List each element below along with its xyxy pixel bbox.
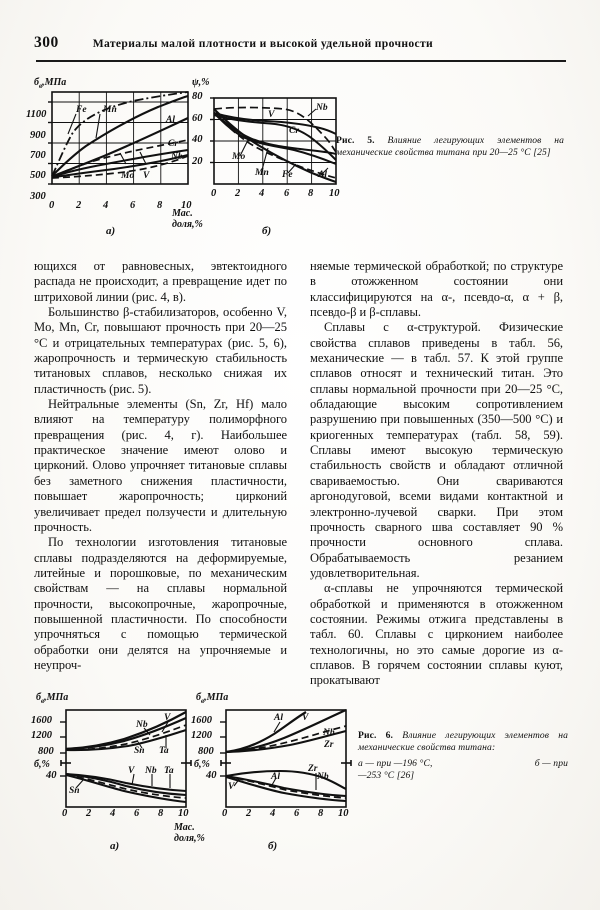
fig6a-y-axis-title-delta: б,% [34,759,50,770]
fig5b-xtick-4: 4 [259,188,265,199]
fig6b-xtick-2: 2 [246,808,252,819]
paragraph: Большинство β-стабилизаторов, особенно V, Mo, Mn, Cr, повышают прочность при 20—25 °С и отрицательных температурах (рис. 5, 6), жаропрочность и термическую стабильность титановых сплавов, несколько снижая их пластичность (рис. 5). [34,305,287,396]
fig6a-xtick-0: 0 [62,808,68,819]
fig5a-ytick-500: 500 [30,170,46,181]
fig6a-curve-label-Nb: Nb [136,720,148,730]
fig5b-y-axis-title: ψ,% [192,77,210,88]
fig5a-curve-label-Mn: Mn [103,105,117,115]
figure-6-caption-line-b: б — при [534,757,568,769]
fig5a-curve-label-Fe: Fe [76,105,87,115]
page-number: 300 [34,34,59,51]
fig6b-xtick-0: 0 [222,808,228,819]
figure-6-caption-line-c: —253 °С [26] [358,769,415,781]
fig5b-ytick-60: 60 [192,113,203,124]
paragraph: α-сплавы не упрочняются термической обработкой и применяются в отожженном состоянии. Режимы отжига представлены в табл. 60. Сплавы с цирконием наиболее технологичны, но это самые дорогие из α-сплавов. В горячем состоянии сплавы куют, прокатывают [310,581,563,688]
fig5a-ytick-700: 700 [30,150,46,161]
fig5a-ytick-900: 900 [30,130,46,141]
fig6-panel-b-letter: б) [268,840,278,852]
fig5a-ytick-300: 300 [30,191,46,202]
fig6a-curve-label-Nb-delta: Nb [145,766,157,776]
fig6a-xtick-8: 8 [158,808,164,819]
fig6a-curve-label-Sn: Sn [134,746,145,756]
fig6b-curve-label-Al: Al [274,713,283,723]
fig5b-xtick-0: 0 [211,188,217,199]
running-title: Материалы малой плотности и высокой удельной прочности [92,37,434,50]
figure-5-caption-number: Рис. 5. [336,135,375,146]
fig5b-xtick-8: 8 [308,188,314,199]
fig5a-xtick-8: 8 [157,200,163,211]
fig6b-curve-label-Zr: Zr [324,740,334,750]
fig5b-curve-label-Al: Al [318,170,327,180]
fig6a-y-axis-title-sigma: $б_в,МПа$ [36,692,69,705]
fig6a-ytick-1200: 1200 [31,730,52,741]
paragraph: ющихся от равновесных, эвтектоидного распада не происходит, а превращение идет по штриховой линии (рис. 4, в). [34,259,287,304]
fig5b-xtick-6: 6 [284,188,290,199]
fig5a-curve-label-Nb: Nb [171,152,183,162]
fig5b-curve-label-Mo: Mo [232,152,246,162]
fig6b-curve-label-V-delta: V [228,782,235,792]
fig6b-ytick-1200: 1200 [191,730,212,741]
fig6b-curve-label-Zr-delta: Zr [308,764,318,774]
fig6b-y-axis-title-delta: б,% [194,759,210,770]
figure-6-caption [358,730,568,782]
paragraph: По технологии изготовления титановые сплавы подразделяются на деформируемые, литейные и порошковые, по механическим свойствам — на сплавы нормальной прочности, высокопрочные, жаропрочные, повышенной пластичности. По способности упрочняться с помощью термической обработки они делятся на упрочняемые и неупроч- [34,535,287,672]
fig6b-curve-label-Nb-delta: Nb [317,772,329,782]
fig5a-xtick-10: 10 [181,200,192,211]
fig6b-curve-label-V: V [302,713,309,723]
fig5b-curve-label-V: V [268,110,275,120]
paragraph: Сплавы с α-структурой. Физические свойства сплавов приведены в табл. 56, механические — в табл. 57. К этой группе сплавов относят и технический титан. Это сплавы нормальной прочности при 20—25 °С, обладающие высоким сопротивлением разрушению при повышенных (350—500 °С) и криогенных температурах (табл. 58, 59). Сплавы имеют высокую термическую стабильность свойств и обладают отличной свариваемостью. Они свариваются аргонодуговой, всеми видами контактной и электронно-лучевой сварки. При этом прочность сварного шва составляет 90 % прочности основного сплава. Обрабатываемость резанием удовлетворительная. [310,320,563,580]
fig5a-xtick-0: 0 [49,200,55,211]
fig6b-ytick-800: 800 [198,746,214,757]
fig5a-curve-label-Mo: Mo [121,171,135,181]
fig6b-curve-label-Al-delta: Al [271,772,280,782]
fig5a-ytick-1100: 1100 [26,109,47,120]
fig6b-xtick-6: 6 [294,808,300,819]
fig5b-xtick-2: 2 [235,188,241,199]
fig6a-curve-label-V-delta: V [128,766,135,776]
fig6a-ytick-40: 40 [46,770,57,781]
fig6b-ytick-1600: 1600 [191,715,212,726]
fig5b-ytick-80: 80 [192,91,203,102]
fig5a-xtick-4: 4 [103,200,109,211]
fig6a-curve-label-Sn-delta: Sn [69,786,80,796]
header-rule [36,60,566,62]
fig5a-curve-label-Al: Al [166,115,175,125]
fig6-x-axis-title: Мас. доля,% [174,822,205,844]
fig6a-xtick-10: 10 [178,808,189,819]
figure-6-caption-number: Рис. 6. [358,730,394,741]
fig5a-y-axis-title: $б_в,МПа$ [34,77,67,90]
running-head [34,34,568,52]
fig5b-curve-label-Nb: Nb [316,103,328,113]
fig6a-ytick-800: 800 [38,746,54,757]
fig5b-curve-label-Mn: Mn [255,168,269,178]
paragraph: Нейтральные элементы (Sn, Zr, Hf) мало влияют на температуру полиморфного превращения (рис. 4, г). Наибольшее практическое значение имеют олово и цирконий. Олово упрочняет титановые сплавы без заметного снижения пластичности, повышает жаропрочность; цирконий увеличивает предел ползучести и длительную прочность. [34,397,287,534]
fig6b-ytick-40: 40 [206,770,217,781]
fig5a-xtick-2: 2 [76,200,82,211]
fig5a-xtick-6: 6 [130,200,136,211]
fig6a-plot [28,700,204,825]
fig6b-xtick-4: 4 [270,808,276,819]
fig6a-xtick-6: 6 [134,808,140,819]
fig6a-curve-label-Ta: Ta [159,746,169,756]
body-right-column [310,259,563,689]
paragraph: няемые термической обработкой; по структуре в отожженном состоянии они классифицируются на α-, псевдо-α, α + β, псевдо-β и β-сплавы. [310,259,563,320]
fig5b-curve-label-Fe: Fe [282,170,293,180]
fig5-panel-b-letter: б) [262,225,272,237]
figure-6-caption-line-a: а — при —196 °С, [358,757,433,769]
fig5b-ytick-40: 40 [192,134,203,145]
figure-5-caption [336,135,564,160]
fig6-panel-a-letter: а) [110,840,120,852]
fig6a-curve-label-Ta-delta: Ta [164,766,174,776]
fig6b-xtick-8: 8 [318,808,324,819]
body-left-column [34,259,287,673]
fig6b-y-axis-title-sigma: $б_в,МПа$ [196,692,229,705]
fig5a-curve-label-V: V [143,171,150,181]
fig6a-ytick-1600: 1600 [31,715,52,726]
figure-5-caption-text: Влияние легирующих элементов на механические свойства титана при 20—25 °С [25] [336,135,565,159]
fig6b-xtick-10: 10 [338,808,349,819]
fig5b-ytick-20: 20 [192,156,203,167]
fig5b-curve-label-Cr: Cr [289,126,300,136]
fig5-x-axis-title: Мас. доля,% [172,208,203,230]
fig6a-xtick-2: 2 [86,808,92,819]
fig5b-xtick-10: 10 [329,188,340,199]
fig6b-curve-label-Nb: Nb [323,728,335,738]
figure-5-panel-b [192,77,352,237]
fig5a-curve-label-Cr: Cr [168,139,179,149]
fig6a-curve-label-V: V [164,713,171,723]
figure-6-caption-text: Влияние легирующих элементов на механические свойства титана: [358,730,568,754]
fig5-panel-a-letter: а) [106,225,116,237]
fig6a-xtick-4: 4 [110,808,116,819]
